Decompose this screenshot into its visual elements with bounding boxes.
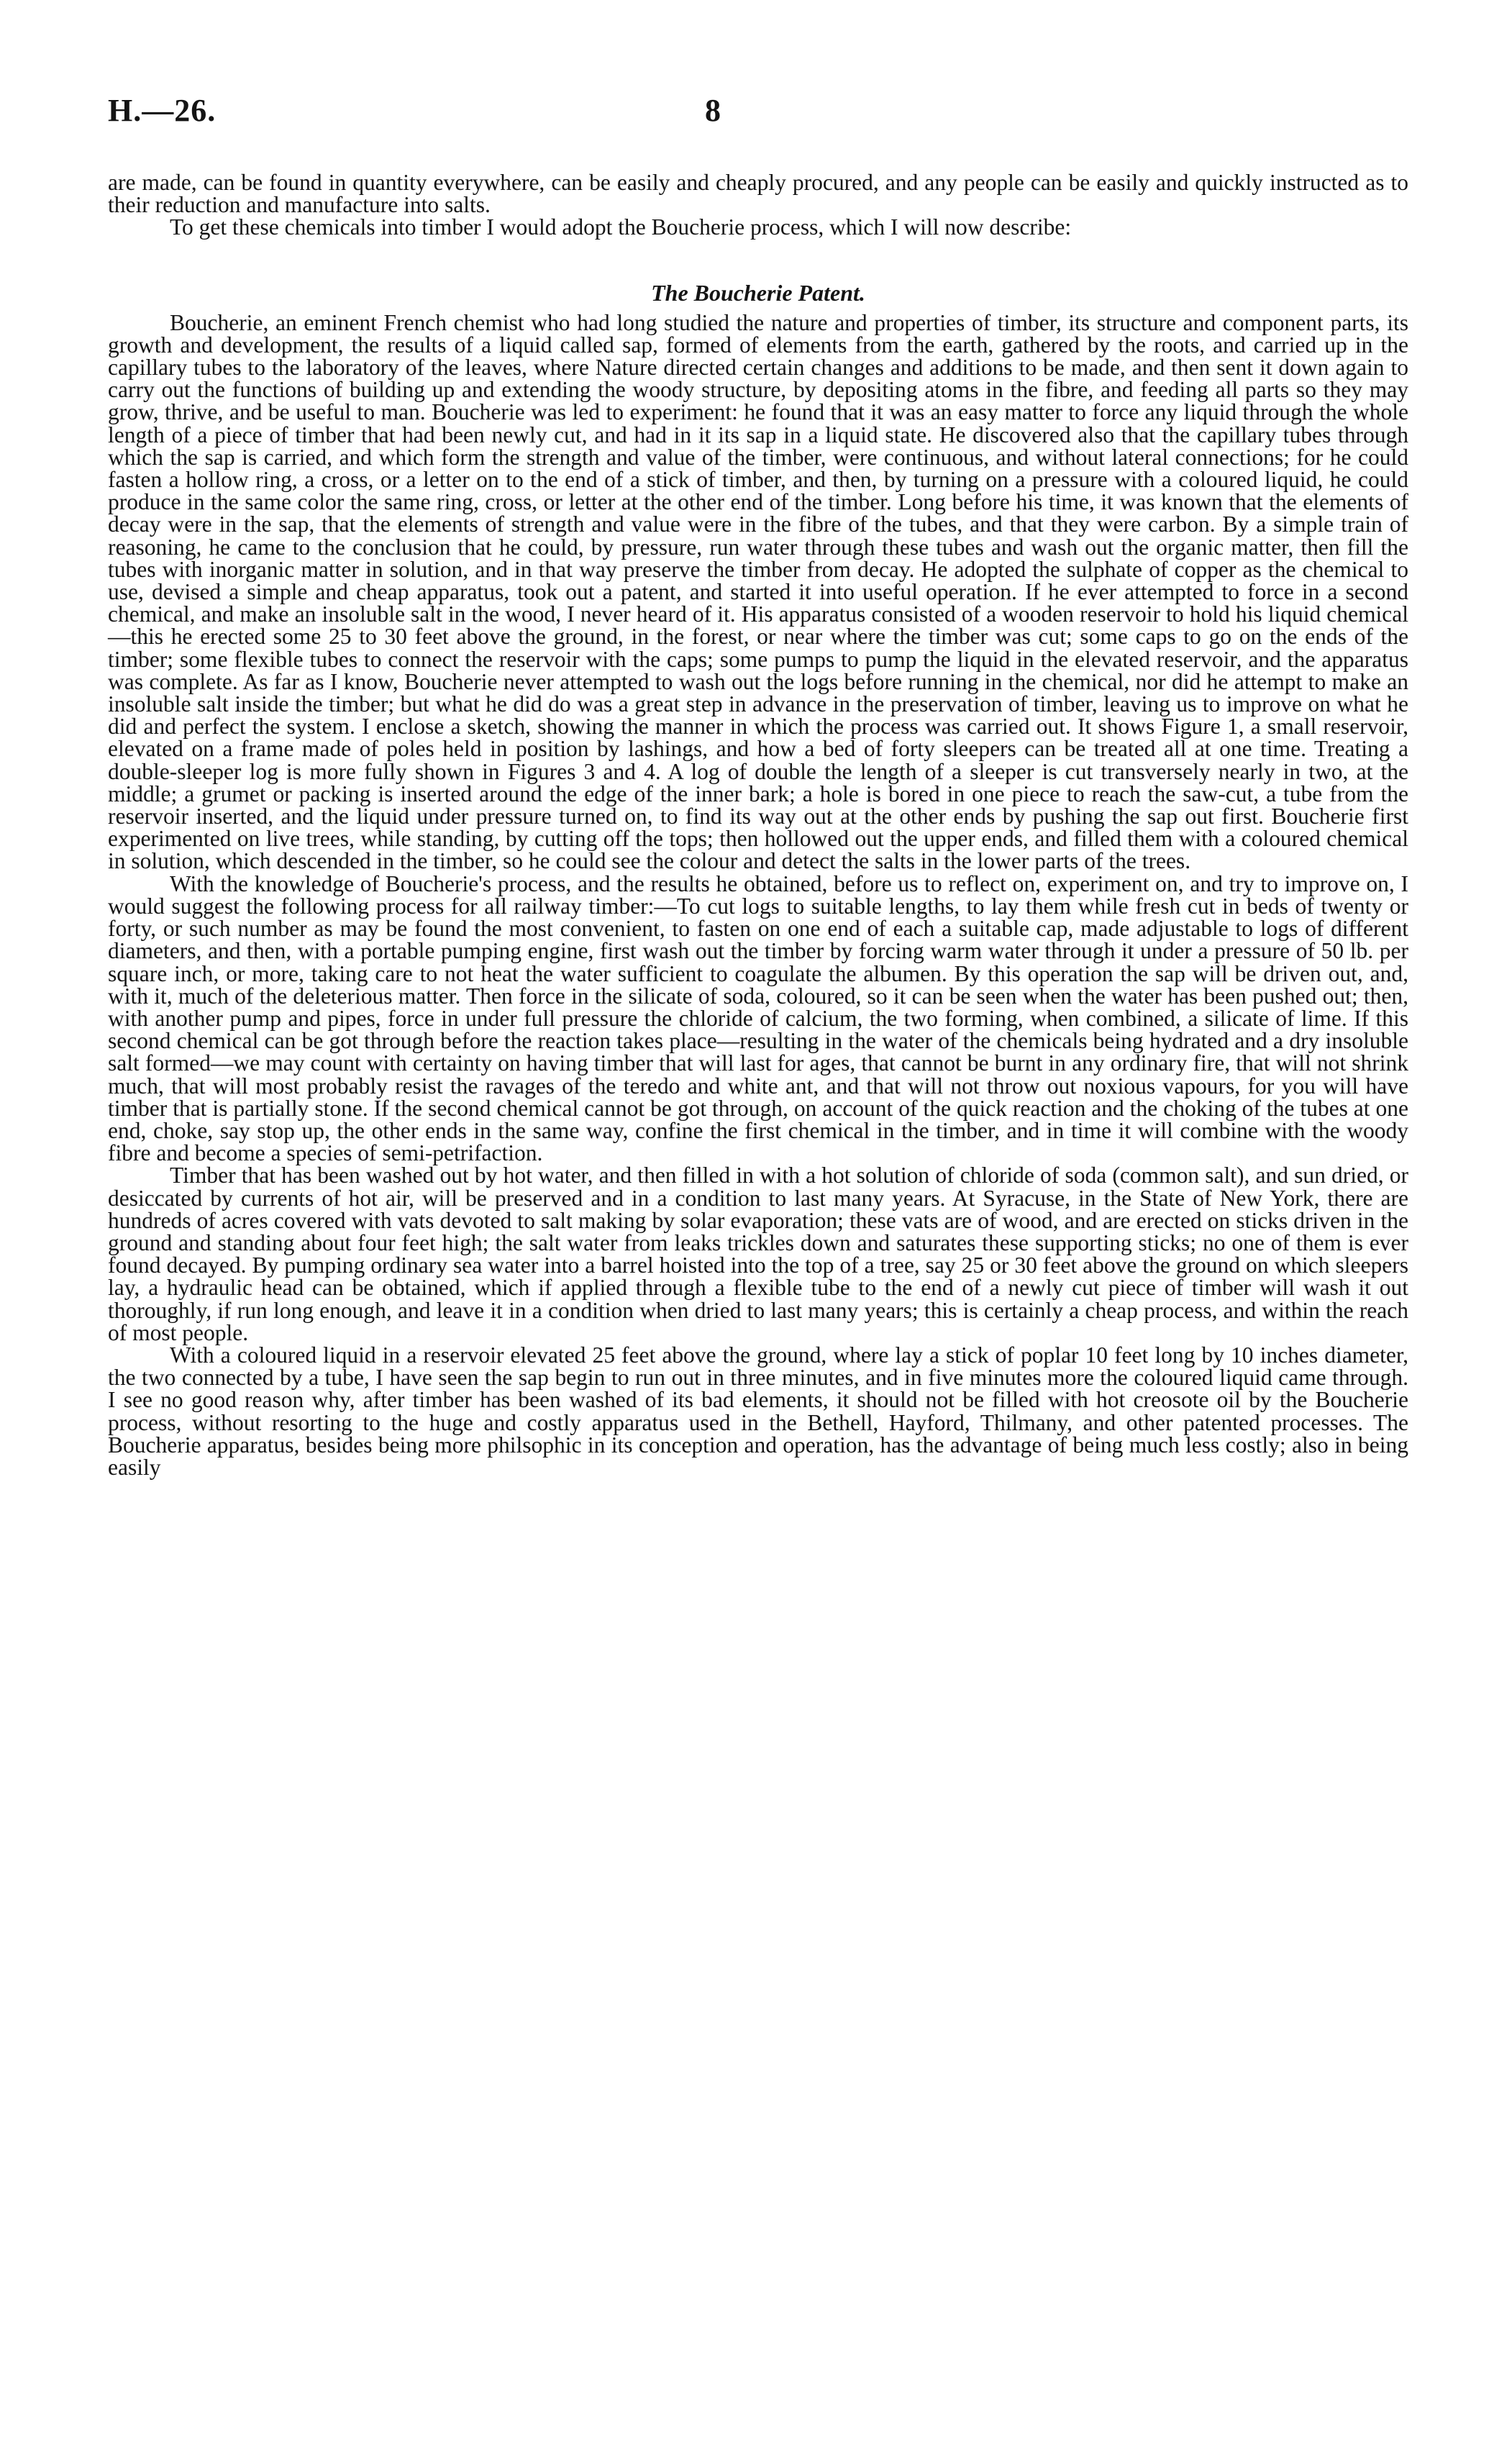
paragraph-intro: To get these chemicals into timber I would adopt the Boucherie process, which I will now describe: xyxy=(170,214,1072,240)
section-heading: The Boucherie Patent. xyxy=(651,279,865,306)
paragraph-experiment: With a coloured liquid in a reservoir elevated 25 feet above the ground, where lay a stick of poplar 10 feet long by 10 inches diameter, the two connected by a tube, I have seen the sap begin to run out in three minutes, and in five minutes more the coloured liquid came through. I see no good reason why, after timber has been washed of its bad elements, it should not be filled with hot creosote oil by the Boucherie process, without resorting to the huge and costly apparatus used in the Bethell, Hayford, Thilmany, and other patented processes. The Boucherie apparatus, besides being more philsophic in its conception and operation, has the advantage of being much less costly; also in being easily xyxy=(108,1342,1408,1480)
document-reference: H.—26. xyxy=(108,93,217,128)
body-text xyxy=(108,171,1408,1478)
paragraph-continuation: are made, can be found in quantity everywhere, can be easily and cheaply procured, and any people can be easily and quickly instructed as to their reduction and manufacture into salts. xyxy=(108,170,1408,218)
paragraph-boucherie: Boucherie, an eminent French chemist who had long studied the nature and properties of timber, its structure and component parts, its growth and development, the results of a liquid called sap, formed of elements from the earth, gathered by the roots, and carried up in the capillary tubes to the laboratory of the leaves, where Nature directed certain changes and additions to be made, and then sent it down again to carry out the functions of building up and extending the woody structure, by depositing atoms in the fibre, and feeding all parts so they may grow, thrive, and be useful to man. Boucherie was led to experiment: he found that it was an easy matter to force any liquid through the whole length of a piece of timber that had been newly cut, and had in it its sap in a liquid state. He discovered also that the capillary tubes through which the sap is carried, and which form the strength and value of the timber, were continuous, and without lateral connections; for he could fasten a hollow ring, a cross, or a letter on to the end of a stick of timber, and then, by turning on a pressure with a coloured liquid, he could produce in the same color the same ring, cross, or letter at the other end of the timber. Long before his time, it was known that the elements of decay were in the sap, that the elements of strength and value were in the fibre of the tubes, and that they were carbon. By a simple train of reasoning, he came to the conclusion that he could, by pressure, run water through these tubes and wash out the organic matter, then fill the tubes with inorganic matter in solution, and in that way preserve the timber from decay. He adopted the sulphate of copper as the chemical to use, devised a simple and cheap apparatus, took out a patent, and started it into useful operation. If he ever attempted to force in a second chemical, and make an insoluble salt in the wood, I never heard of it. His apparatus consisted of a wooden reservoir to hold his liquid chemical—this he erected some 25 to 30 feet above the ground, in the forest, or near where the timber was cut; some caps to go on the ends of the timber; some flexible tubes to connect the reservoir with the caps; some pumps to pump the liquid in the elevated reservoir, and the apparatus was complete. As far as I know, Boucherie never attempted to wash out the logs before running in the chemical, nor did he attempt to make an insoluble salt inside the timber; but what he did do was a great step in advance in the preservation of timber, leaving us to improve on what he did and perfect the system. I enclose a sketch, showing the manner in which the process was carried out. It shows Figure 1, a small reservoir, elevated on a frame made of poles held in position by lashings, and how a bed of forty sleepers can be treated all at one time. Treating a double-sleeper log is more fully shown in Figures 3 and 4. A log of double the length of a sleeper is cut transversely nearly in two, at the middle; a grumet or packing is inserted around the edge of the inner bark; a hole is bored in one piece to reach the saw-cut, a tube from the reservoir inserted, and the liquid under pressure turned on, to find its way out at the other ends by pushing the sap out first. Boucherie first experimented on live trees, while standing, by cutting off the tops; then hollowed out the upper ends, and filled them with a coloured chemical in solution, which descended in the timber, so he could see the colour and detect the salts in the lower parts of the trees. xyxy=(108,309,1408,874)
paragraph-salt-treatment: Timber that has been washed out by hot water, and then filled in with a hot solution of chloride of soda (common salt), and sun dried, or desiccated by currents of hot air, will be preserved and in a condition to last many years. At Syracuse, in the State of New York, there are hundreds of acres covered with vats devoted to salt making by solar evaporation; these vats are of wood, and are erected on sticks driven in the ground and standing about four feet high; the salt water from leaks trickles down and saturates these supporting sticks; no one of them is ever found decayed. By pumping ordinary sea water into a barrel hoisted into the top of a tree, say 25 or 30 feet above the ground on which sleepers lay, a hydraulic head can be obtained, which if applied through a flexible tube to the end of a newly cut piece of timber will wash it out thoroughly, if run long enough, and leave it in a condition when dried to last many years; this is certainly a cheap process, and within the reach of most people. xyxy=(108,1163,1408,1345)
page-number: 8 xyxy=(705,93,721,128)
paragraph-process: With the knowledge of Boucherie's process, and the results he obtained, before us to reflect on, experiment on, and try to improve on, I would suggest the following process for all railway timber:—To cut logs to suitable lengths, to lay them while fresh cut in beds of twenty or forty, or such number as may be found the most convenient, to fasten on one end of each a suitable cap, made adjustable to logs of different diameters, and then, with a portable pumping engine, first wash out the timber by forcing warm water through it under a pressure of 50 lb. per square inch, or more, taking care to not heat the water sufficient to coagulate the albumen. By this operation the sap will be driven out, and, with it, much of the deleterious matter. Then force in the silicate of soda, coloured, so it can be seen when the water has been pushed out; then, with another pump and pipes, force in under full pressure the chloride of calcium, the two forming, when combined, a silicate of lime. If this second chemical can be got through before the reaction takes place—resulting in the water of the chemicals being hydrated and a dry insoluble salt formed—we may count with certainty on having timber that will last for ages, that cannot be burnt in any ordinary fire, that will not shrink much, that will most probably resist the ravages of the teredo and white ant, and that will not throw out noxious vapours, for you will have timber that is partially stone. If the second chemical cannot be got through, on account of the quick reaction and the choking of the tubes at one end, choke, say stop up, the other ends in the same way, confine the first chemical in the timber, and in time it will combine with the woody fibre and become a species of semi-petrifaction. xyxy=(108,870,1408,1166)
page-header xyxy=(108,92,1403,142)
